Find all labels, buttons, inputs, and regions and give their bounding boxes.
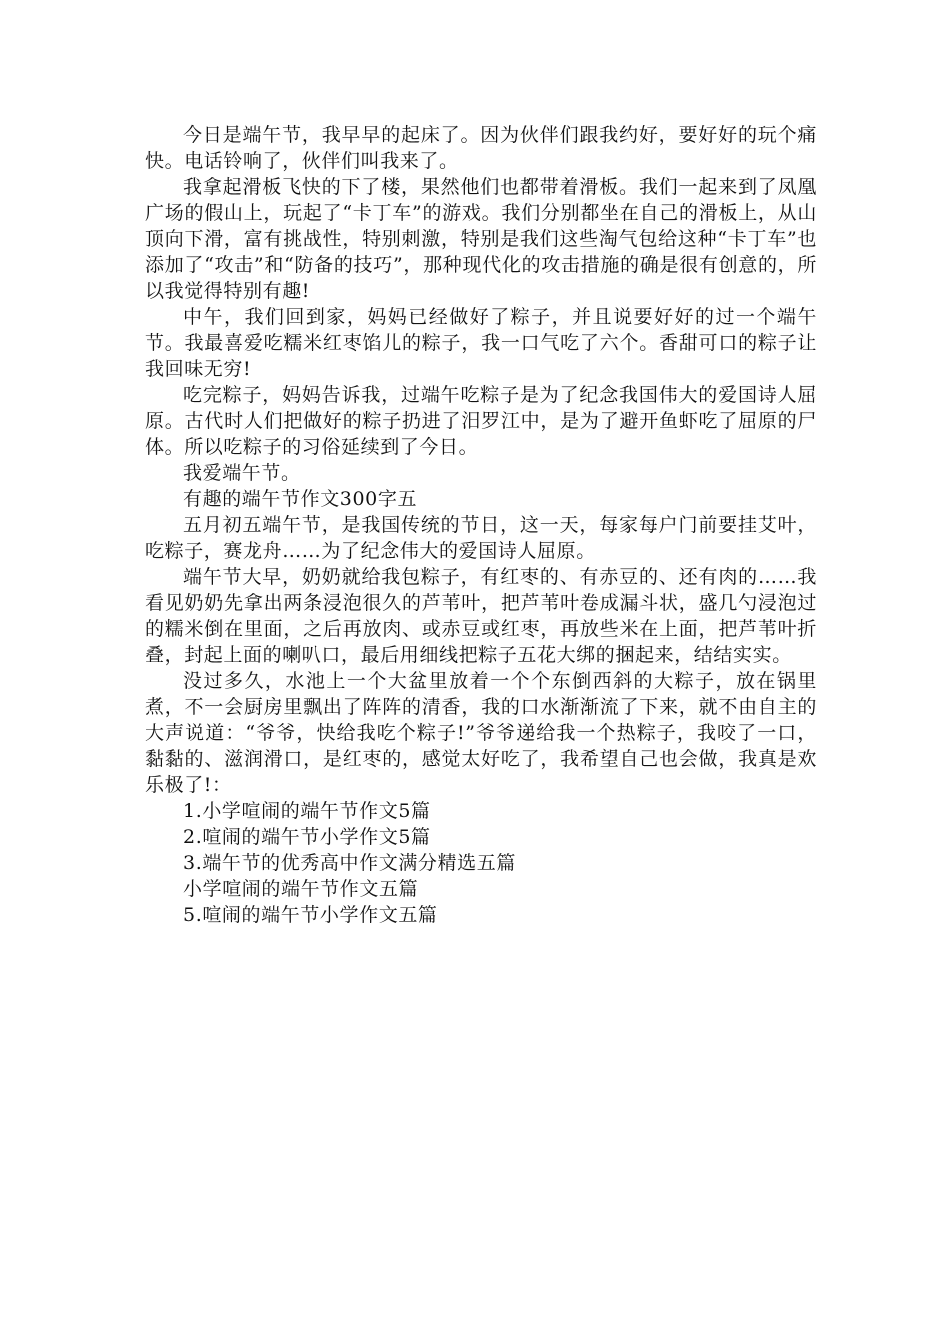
paragraph-5: 我爱端午节。 bbox=[183, 462, 301, 484]
related-article-link-1[interactable]: 1.小学喧闹的端午节作文5篇 bbox=[183, 800, 431, 822]
related-article-link-5[interactable]: 5.喧闹的端午节小学作文五篇 bbox=[183, 904, 438, 926]
related-article-link-2[interactable]: 2.喧闹的端午节小学作文5篇 bbox=[183, 826, 431, 848]
document-page bbox=[145, 122, 817, 928]
paragraph-8: 没过多久，水池上一个大盆里放着一个个东倒西斜的大粽子，放在锅里煮，不一会厨房里飘出了阵阵的清香，我的口水渐渐流了下来，就不由自主的大声说道：“爷爷，快给我吃个粽子!”爷爷递给我一个热粽子，我咬了一口，黏黏的、滋润滑口，是红枣的，感觉太好吃了，我希望自己也会做，我真是欢乐极了!： bbox=[145, 670, 817, 796]
paragraph-3: 中午，我们回到家，妈妈已经做好了粽子，并且说要好好的过一个端午节。我最喜爱吃糯米红枣馅儿的粽子，我一口气吃了六个。香甜可口的粽子让我回味无穷! bbox=[145, 306, 817, 380]
paragraph-6: 五月初五端午节，是我国传统的节日，这一天，每家每户门前要挂艾叶，吃粽子，赛龙舟……为了纪念伟大的爱国诗人屈原。 bbox=[145, 514, 817, 562]
paragraph-7: 端午节大早，奶奶就给我包粽子，有红枣的、有赤豆的、还有肉的……我看见奶奶先拿出两条浸泡很久的芦苇叶，把芦苇叶卷成漏斗状，盛几勺浸泡过的糯米倒在里面，之后再放肉、或赤豆或红枣，再放些米在上面，把芦苇叶折叠，封起上面的喇叭口，最后用细线把粽子五花大绑的捆起来，结结实实。 bbox=[145, 566, 817, 666]
paragraph-2: 我拿起滑板飞快的下了楼，果然他们也都带着滑板。我们一起来到了凤凰广场的假山上，玩起了“卡丁车”的游戏。我们分别都坐在自己的滑板上，从山顶向下滑，富有挑战性，特别刺激，特别是我们这些淘气包给这种“卡丁车”也添加了“攻击”和“防备的技巧”，那种现代化的攻击措施的确是很有创意的，所以我觉得特别有趣! bbox=[145, 176, 817, 302]
related-articles-list bbox=[145, 798, 817, 928]
paragraph-1: 今日是端午节，我早早的起床了。因为伙伴们跟我约好，要好好的玩个痛快。电话铃响了，伙伴们叫我来了。 bbox=[145, 124, 817, 172]
paragraph-4: 吃完粽子，妈妈告诉我，过端午吃粽子是为了纪念我国伟大的爱国诗人屈原。古代时人们把做好的粽子扔进了汨罗江中，是为了避开鱼虾吃了屈原的尸体。所以吃粽子的习俗延续到了今日。 bbox=[145, 384, 817, 458]
related-article-link-3[interactable]: 3.端午节的优秀高中作文满分精选五篇 bbox=[183, 852, 516, 874]
section-title: 有趣的端午节作文300字五 bbox=[183, 488, 418, 510]
related-article-link-4[interactable]: 小学喧闹的端午节作文五篇 bbox=[183, 878, 419, 900]
